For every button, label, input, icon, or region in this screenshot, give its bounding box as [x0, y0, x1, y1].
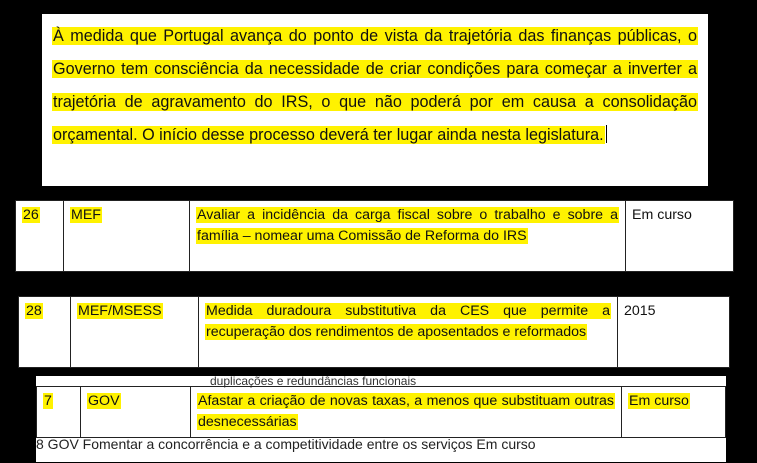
entity-cell: [81, 387, 191, 438]
text-cursor: [606, 125, 607, 143]
row-number-cell: [37, 387, 81, 438]
entity-label: MEF/MSESS: [78, 303, 162, 319]
measure-table-row-26: [15, 200, 734, 272]
status-text: Em curso: [629, 393, 689, 409]
table-row: [19, 297, 730, 368]
description-cell: [190, 201, 626, 272]
row-number-cell: [16, 201, 64, 272]
row-number: 26: [23, 207, 39, 223]
entity-cell: [71, 297, 199, 368]
description-cell: [191, 387, 622, 438]
row-number: 28: [26, 303, 42, 319]
status-text: 2015: [624, 303, 656, 319]
table-row: [16, 201, 734, 272]
description-text: Avaliar a incidência da carga fiscal sobre o trabalho e sobre a família – nomear uma Comissão de Reforma do IRS: [197, 207, 618, 244]
description-text: Afastar a criação de novas taxas, a menos que substituam outras desnecessárias: [198, 393, 614, 430]
measure-table-row-7: [36, 376, 726, 462]
highlighted-quote-box: [42, 14, 708, 186]
quote-text: À medida que Portugal avança do ponto de vista da trajetória das finanças públicas, o Governo tem consciência da necessidade de criar condições para começar a inverter a trajetória de agravamento do IRS, o que não poderá por em causa a consolidação orçamental. O início desse processo deverá ter lugar ainda nesta legislatura.: [53, 27, 697, 144]
status-text: Em curso: [632, 207, 692, 223]
row-number-cell: [19, 297, 71, 368]
cut-off-text-above: duplicações e redundâncias funcionais: [210, 376, 417, 388]
table-row: [37, 387, 726, 438]
cut-off-text-below: 8 GOV Fomentar a concorrência e a competitividade entre os serviços Em curso: [36, 436, 536, 452]
status-cell: [618, 297, 730, 368]
status-cell: [626, 201, 734, 272]
description-text: Medida duradoura substitutiva da CES que permite a recuperação dos rendimentos de aposentados e reformados: [206, 303, 610, 340]
entity-label: GOV: [88, 393, 120, 409]
entity-cell: [64, 201, 190, 272]
description-cell: [199, 297, 618, 368]
quote-paragraph: [52, 20, 698, 152]
status-cell: [622, 387, 726, 438]
measure-table-row-28: [18, 296, 730, 368]
entity-label: MEF: [71, 207, 101, 223]
row-number: 7: [44, 393, 52, 409]
